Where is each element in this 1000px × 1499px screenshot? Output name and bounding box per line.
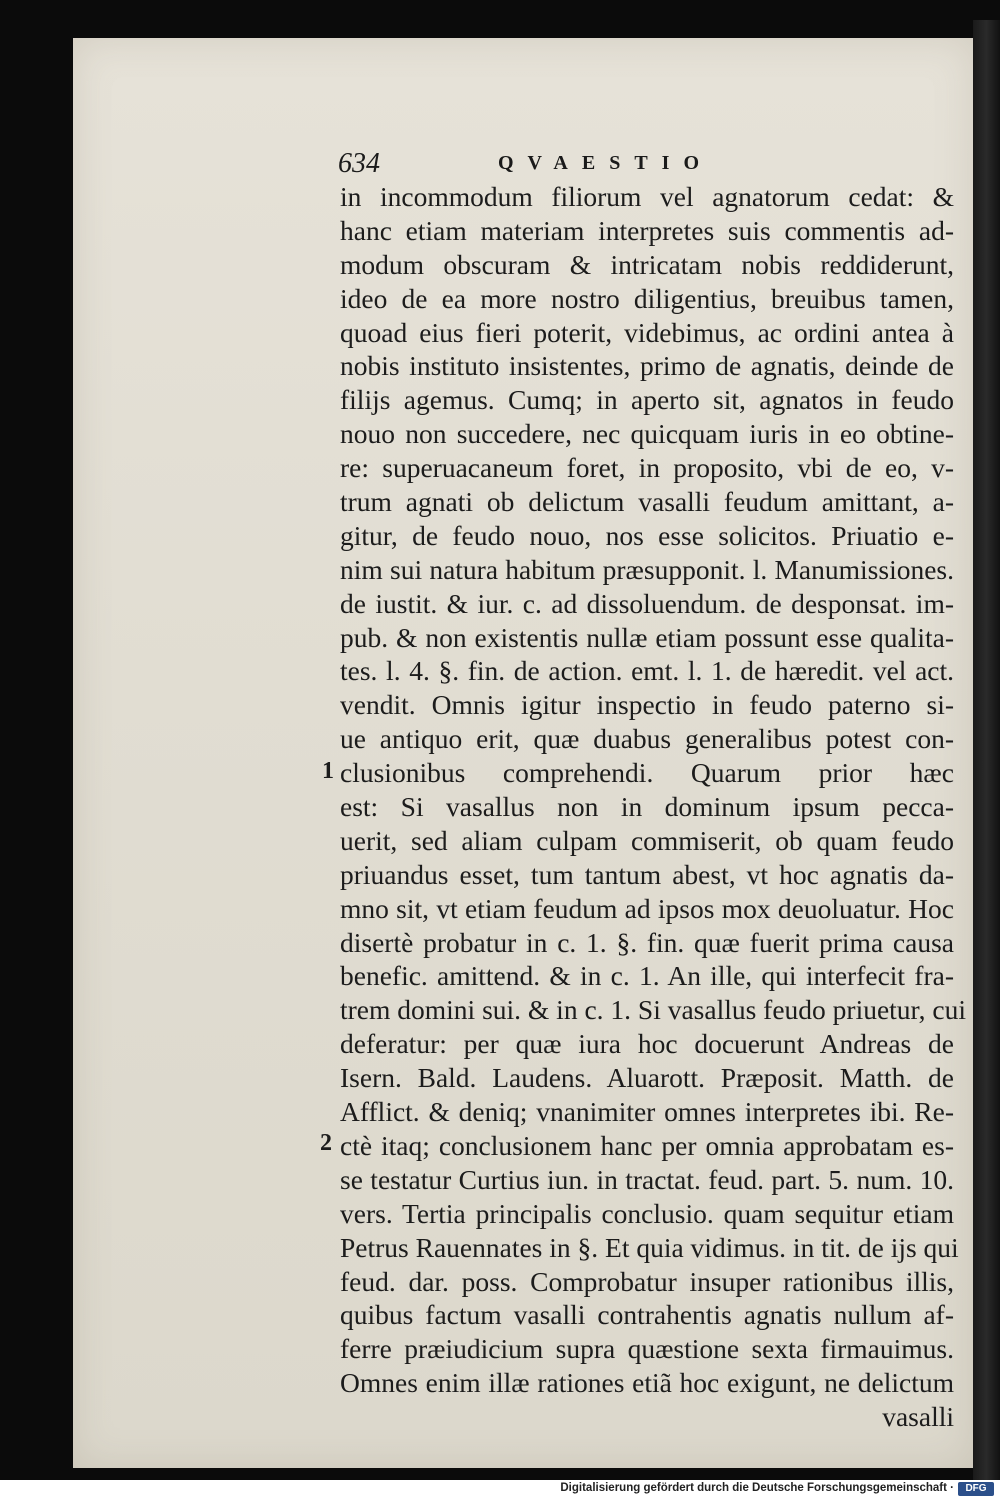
text-line: trum agnati ob delictum vasalli feudum amittant, a- (340, 486, 954, 518)
text-line: ferre præiudicium supra quæstione sexta firmauimus. (340, 1333, 954, 1365)
text-line: mno sit, vt etiam feudum ad ipsos mox deuoluatur. Hoc (340, 892, 954, 924)
text-line: de iustit. & iur. c. ad dissoluendum. de desponsat. im- (340, 587, 954, 619)
text-line: trem domini sui. & in c. 1. Si vasallus feudo priuetur, cui (340, 994, 966, 1026)
text-line: est: Si vasallus non in dominum ipsum pecca- (340, 791, 954, 823)
text-line: ctè itaq; conclusionem hanc per omnia approbatam es- (340, 1129, 954, 1161)
text-line: priuandus esset, tum tantum abest, vt hoc agnatis da- (340, 858, 954, 890)
text-line: nim sui natura habitum præsupponit. l. Manumissiones. (340, 553, 954, 585)
text-line: vers. Tertia principalis conclusio. quam sequitur etiam (340, 1197, 954, 1229)
text-line: filijs agemus. Cumq; in aperto sit, agnatos in feudo (340, 384, 954, 416)
page-number: 634 (338, 148, 380, 179)
text-line: hanc etiam materiam interpretes suis commentis ad- (340, 214, 954, 246)
margin-note: 1 (322, 758, 334, 784)
text-line: ideo de ea more nostro diligentius, breuibus tamen, (340, 282, 954, 314)
body-text (340, 180, 966, 1434)
text-line: benefic. amittend. & in c. 1. An ille, qui interfecit fra- (340, 960, 954, 992)
text-line: disertè probatur in c. 1. §. fin. quæ fuerit prima causa (340, 926, 954, 958)
dfg-logo-icon: DFG (958, 1482, 994, 1496)
text-line: Petrus Rauennates in §. Et quia vidimus. in tit. de ijs qui (340, 1231, 959, 1263)
footer-bar (0, 1480, 1000, 1499)
text-line: Isern. Bald. Laudens. Aluarott. Præposit. Matth. de (340, 1062, 954, 1094)
text-line: re: superuacaneum foret, in proposito, vbi de eo, v- (340, 452, 954, 484)
text-line: Omnes enim illæ rationes etiã hoc exigunt, ne delictum (340, 1367, 954, 1399)
catchword: vasalli (882, 1401, 954, 1433)
text-line: deferatur: per quæ iura hoc docuerunt Andreas de (340, 1028, 954, 1060)
text-line: feud. dar. poss. Comprobatur insuper rationibus illis, (340, 1265, 954, 1297)
text-line: in incommodum filiorum vel agnatorum cedat: & (340, 181, 954, 212)
running-title: QVAESTIO (498, 152, 714, 174)
text-line: nouo non succedere, nec quicquam iuris in eo obtine- (340, 418, 954, 450)
text-line: clusionibus comprehendi. Quarum prior hæc (340, 757, 954, 789)
page-header (338, 148, 938, 184)
text-line: modum obscuram & intricatam nobis reddiderunt, (340, 248, 954, 280)
text-line: quoad eius fieri poterit, videbimus, ac ordini antea à (340, 316, 954, 348)
text-line: quibus factum vasalli contrahentis agnatis nullum af- (340, 1299, 954, 1331)
margin-note: 2 (320, 1130, 332, 1156)
text-line: nobis instituto insistentes, primo de agnatis, deinde de (340, 350, 954, 382)
text-line: ue antiquo erit, quæ duabus generalibus potest con- (340, 723, 954, 755)
book-spine-edge (973, 20, 1000, 1480)
funding-credit: Digitalisierung gefördert durch die Deutsche Forschungsgemeinschaft · (560, 1482, 954, 1494)
text-line: uerit, sed aliam culpam commiserit, ob quam feudo (340, 824, 954, 856)
text-line: pub. & non existentis nullæ etiam possunt esse qualita- (340, 621, 954, 653)
text-line: se testatur Curtius iun. in tractat. feud. part. 5. num. 10. (340, 1163, 954, 1195)
text-line: Afflict. & deniq; vnanimiter omnes interpretes ibi. Re- (340, 1096, 954, 1128)
text-line: vendit. Omnis igitur inspectio in feudo paterno si- (340, 689, 954, 721)
text-line: tes. l. 4. §. fin. de action. emt. l. 1. de hæredit. vel act. (340, 655, 954, 687)
text-line: gitur, de feudo nouo, nos esse solicitos. Priuatio e- (340, 519, 954, 551)
